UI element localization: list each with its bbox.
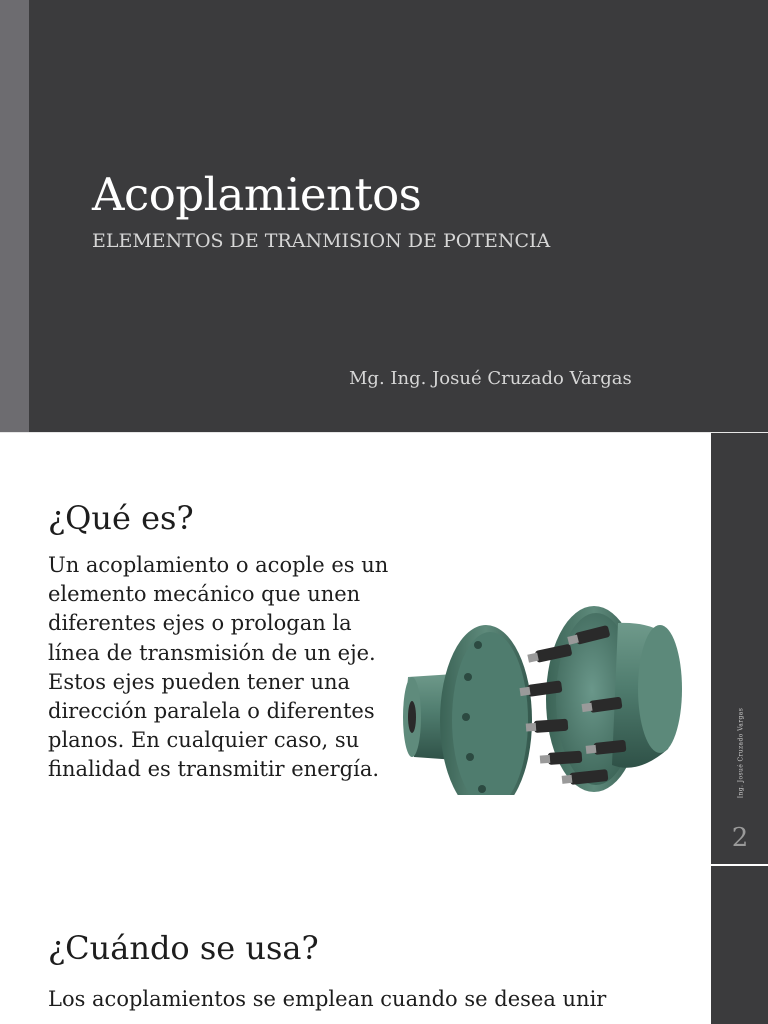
section-heading-what: ¿Qué es?	[48, 499, 194, 537]
usage-paragraph: Los acoplamientos se emplean cuando se desea unir	[48, 987, 607, 1011]
section-heading-when: ¿Cuándo se usa?	[48, 929, 319, 967]
side-panel-separator	[711, 864, 768, 866]
accent-bar	[0, 0, 29, 432]
coupling-image	[398, 599, 688, 795]
definition-paragraph: Un acoplamiento o acople es un elemento mecánico que unen diferentes ejes o prologan la línea de transmisión de un eje. Estos ejes pueden tener una dirección paralela o diferentes planos. En cualquier caso, su finalidad es transmitir energía.	[48, 553, 389, 782]
content-slide	[0, 433, 768, 1024]
author-name: Mg. Ing. Josué Cruzado Vargas	[349, 368, 632, 389]
title-slide	[0, 0, 768, 432]
slide-title: Acoplamientos	[92, 168, 422, 221]
slide-subtitle: ELEMENTOS DE TRANMISION DE POTENCIA	[92, 230, 551, 252]
page-number: 2	[731, 823, 749, 853]
footer-author: Ing. Josué Cruzado Vargas	[737, 707, 745, 799]
